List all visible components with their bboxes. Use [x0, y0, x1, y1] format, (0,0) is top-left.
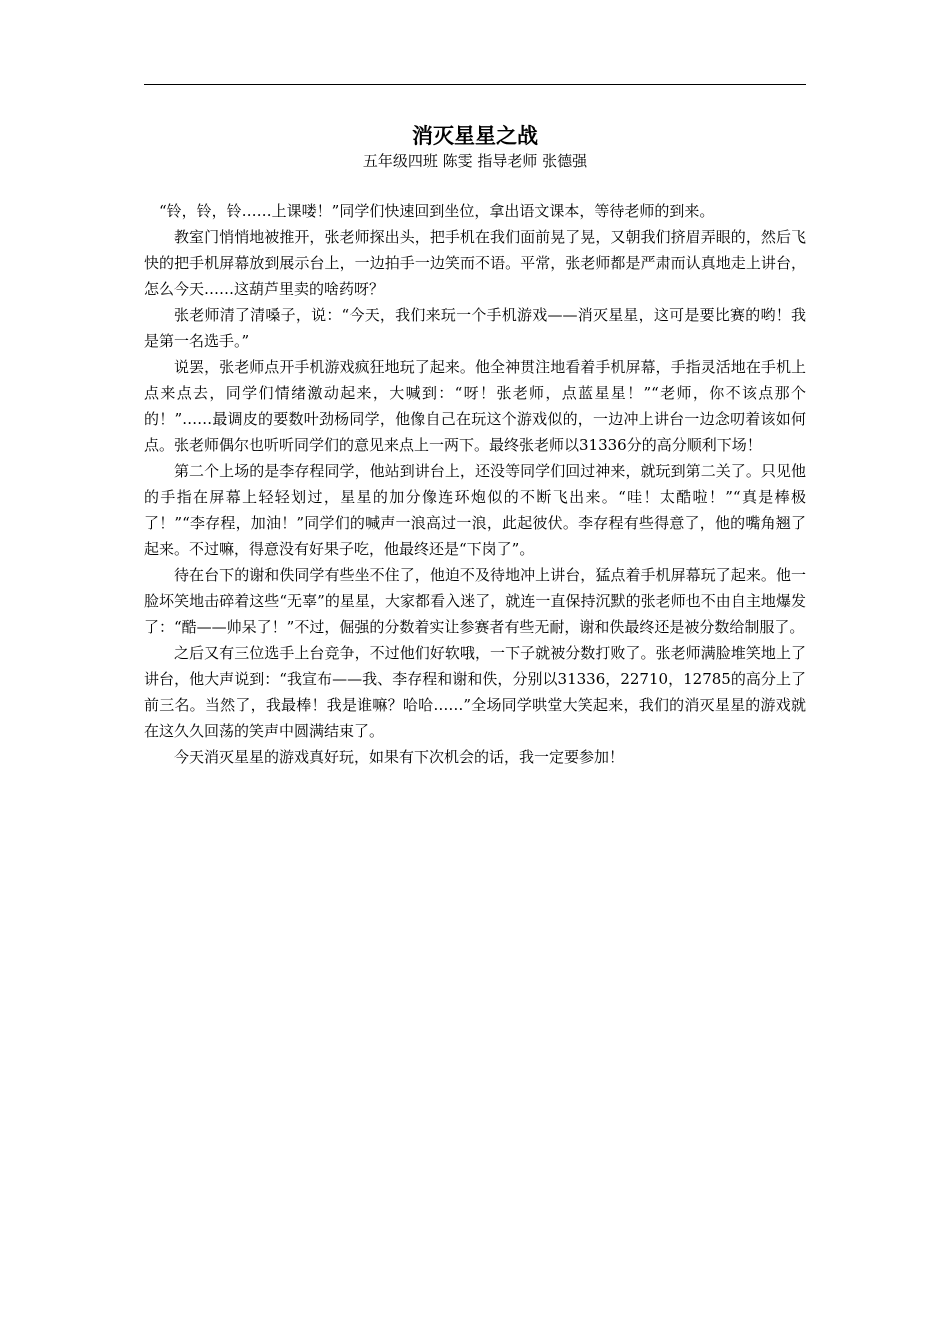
- essay-body: [144, 198, 806, 770]
- paragraph-8: 今天消灭星星的游戏真好玩，如果有下次机会的话，我一定要参加！: [174, 748, 625, 766]
- paragraph-5: 第二个上场的是李存程同学，他站到讲台上，还没等同学们回过神来，就玩到第二关了。只见他的手指在屏幕上轻轻划过，星星的加分像连环炮似的不断飞出来。“哇！太酷啦！”“真是棒极了！”“李存程，加油！”同学们的喊声一浪高过一浪，此起彼伏。李存程有些得意了，他的嘴角翘了起来。不过嘛，得意没有好果子吃，他最终还是“下岗了”。: [144, 462, 806, 558]
- paragraph-3: 张老师清了清嗓子，说：“今天，我们来玩一个手机游戏——消灭星星，这可是要比赛的哟！我是第一名选手。”: [144, 306, 806, 350]
- header-rule: [144, 84, 806, 85]
- paragraph-1: “铃，铃，铃……上课喽！”同学们快速回到坐位，拿出语文课本，等待老师的到来。: [159, 202, 715, 220]
- paragraph-7: 之后又有三位选手上台竞争，不过他们好软哦，一下子就被分数打败了。张老师满脸堆笑地上了讲台，他大声说到：“我宣布——我、李存程和谢和佚，分别以31336，22710，12785的高分上了前三名。当然了，我最棒！我是谁嘛？哈哈……”全场同学哄堂大笑起来，我们的消灭星星的游戏就在这久久回荡的笑声中圆满结束了。: [144, 644, 806, 740]
- author-byline: 五年级四班 陈雯 指导老师 张德强: [362, 152, 588, 170]
- paragraph-6: 待在台下的谢和佚同学有些坐不住了，他迫不及待地冲上讲台，猛点着手机屏幕玩了起来。他一脸坏笑地击碎着这些“无辜”的星星，大家都看入迷了，就连一直保持沉默的张老师也不由自主地爆发了：“酷——帅呆了！”不过，倔强的分数着实让参赛者有些无耐，谢和佚最终还是被分数给制服了。: [144, 566, 806, 636]
- paragraph-4: 说罢，张老师点开手机游戏疯狂地玩了起来。他全神贯注地看着手机屏幕，手指灵活地在手机上点来点去，同学们情绪激动起来，大喊到：“呀！张老师，点蓝星星！”“老师，你不该点那个的！”……最调皮的要数叶劲杨同学，他像自己在玩这个游戏似的，一边冲上讲台一边念叨着该如何点。张老师偶尔也听听同学们的意见来点上一两下。最终张老师以31336分的高分顺利下场！: [144, 358, 806, 454]
- paragraph-2: 教室门悄悄地被推开，张老师探出头，把手机在我们面前晃了晃，又朝我们挤眉弄眼的，然后飞快的把手机屏幕放到展示台上，一边拍手一边笑而不语。平常，张老师都是严肃而认真地走上讲台，怎么今天……这葫芦里卖的啥药呀？: [144, 228, 806, 298]
- essay-title: 消灭星星之战: [412, 123, 538, 148]
